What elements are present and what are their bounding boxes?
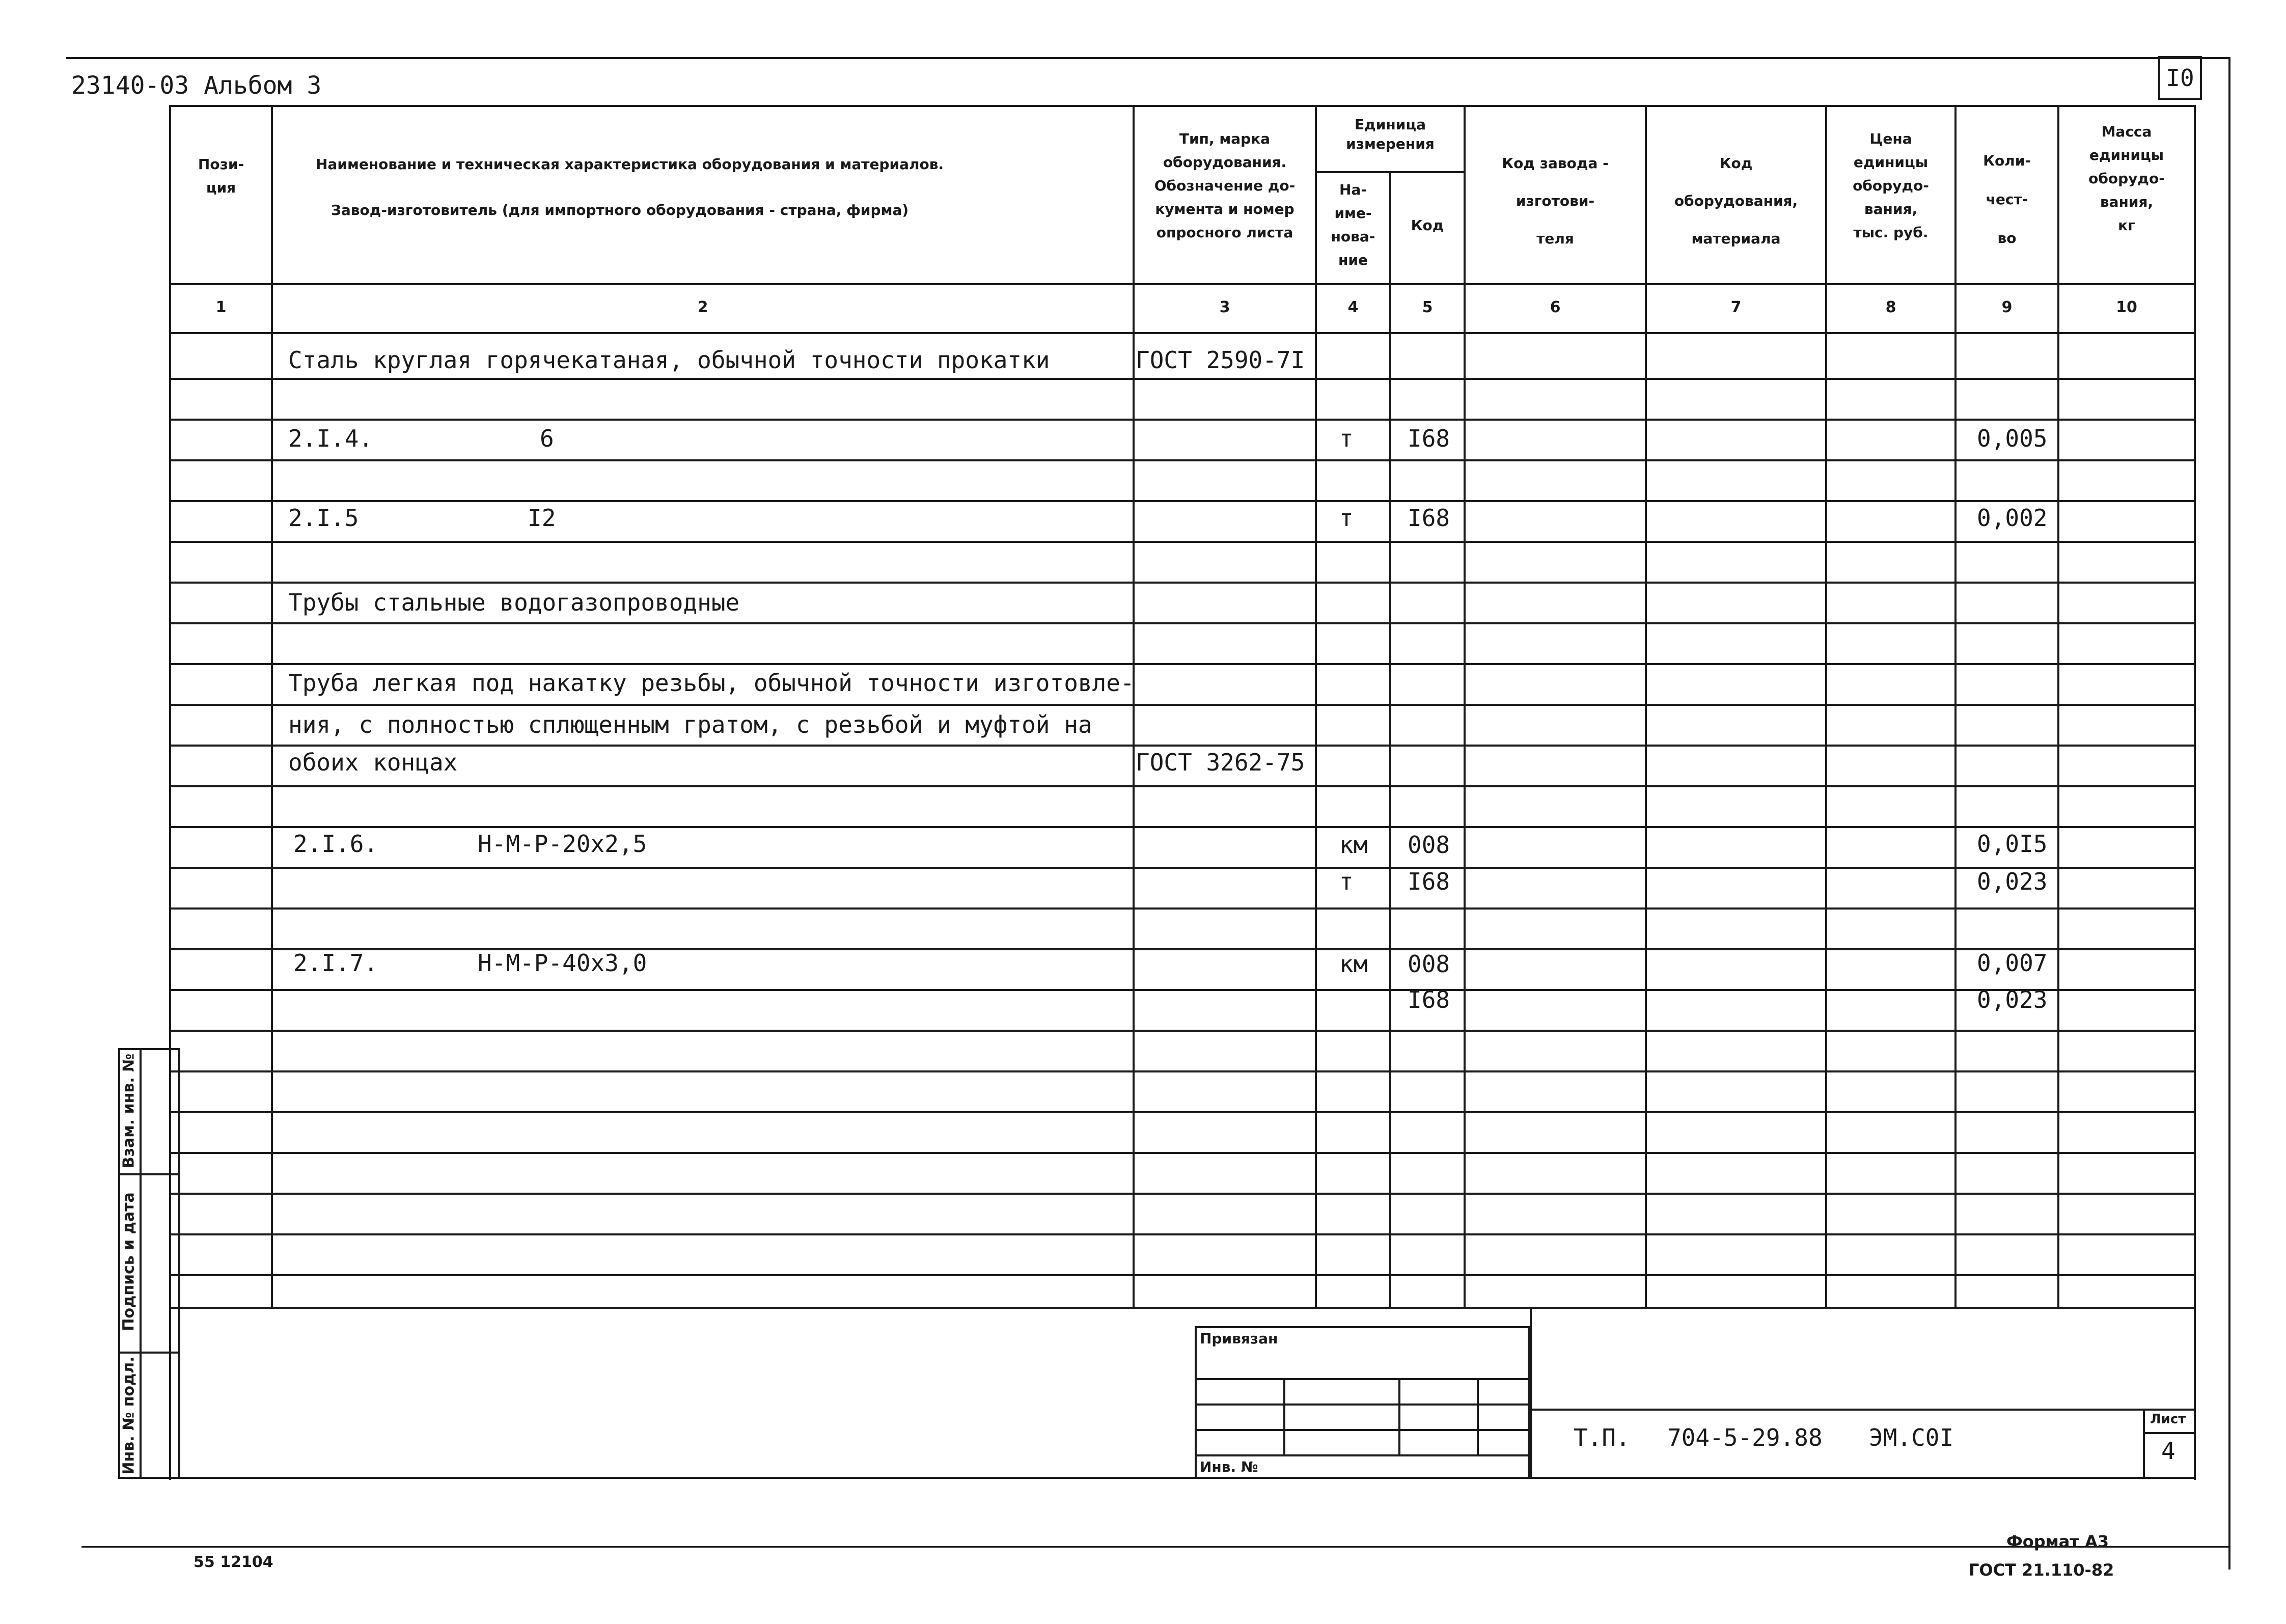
header-name-line2: Завод-изготовитель (для импортного оборудования - страна, фирма) (331, 202, 909, 218)
row-name: обоих концах (288, 749, 458, 776)
col-number-4: 4 (1347, 298, 1359, 316)
header-price: Цена единицы оборудо- вания, тыс. руб. (1853, 130, 1929, 241)
page-number: I0 (2166, 64, 2194, 92)
header-unit-name: На- име- нова- ние (1331, 181, 1375, 268)
row-code: I68 (1408, 986, 1450, 1013)
row-name: ния, с полностью сплющенным гратом, с резьбой и муфтой на (288, 711, 1092, 738)
row-quantity: 0,0I5 (1977, 830, 2048, 858)
row-unit: т (1339, 868, 1354, 895)
col-number-7: 7 (1730, 298, 1742, 316)
row-code: 008 (1408, 831, 1450, 859)
binding-label: Привязан (1200, 1330, 1278, 1347)
drawing-mark: ЭМ.С0I (1869, 1424, 1954, 1451)
row-unit: т (1339, 504, 1354, 532)
row-position: 2.I.5 (288, 504, 359, 532)
row-quantity: 0,002 (1977, 504, 2048, 532)
project-number: 704-5-29.88 (1667, 1424, 1823, 1451)
tp-label: Т.П. (1574, 1424, 1630, 1451)
header-mass: Масса единицы оборудо- вания, кг (2088, 123, 2165, 234)
row-name: Н-М-Р-40х3,0 (478, 949, 647, 977)
row-position: 2.I.4. (288, 425, 373, 452)
row-quantity: 0,005 (1977, 425, 2048, 452)
row-code: 008 (1408, 950, 1450, 978)
row-quantity: 0,023 (1977, 868, 2048, 895)
col-number-2: 2 (697, 298, 708, 316)
side-stamp-inv: Инв. № подл. (120, 1356, 138, 1475)
sheet-label: Лист (2150, 1412, 2186, 1427)
col-number-9: 9 (2001, 298, 2013, 316)
col-number-1: 1 (215, 298, 227, 316)
row-position: 2.I.6. (293, 830, 378, 858)
row-quantity: 0,023 (1977, 986, 2048, 1013)
row-doc: ГОСТ 2590-7I (1136, 346, 1305, 374)
footer-left-code: 55 12104 (194, 1553, 273, 1571)
row-unit: т (1339, 425, 1354, 452)
col-number-3: 3 (1219, 298, 1230, 316)
row-unit: км (1339, 831, 1368, 859)
document-code: 23140-03 Альбом 3 (71, 71, 322, 100)
row-unit: км (1339, 950, 1368, 978)
row-name: Трубы стальные водогазопроводные (288, 589, 740, 616)
side-stamp-vzam: Взам. инв. № (120, 1053, 138, 1169)
header-unit-group: Единица измерения (1346, 116, 1435, 152)
header-name-line1: Наименование и техническая характеристика оборудования и материалов. (316, 156, 944, 173)
gost-label: ГОСТ 21.110-82 (1969, 1560, 2114, 1580)
row-code: I68 (1408, 868, 1450, 895)
row-code: I68 (1408, 425, 1450, 452)
header-type: Тип, марка оборудования. Обозначение до- кумента и номер опросного листа (1154, 130, 1296, 241)
side-stamp-podpis: Подпись и дата (120, 1192, 138, 1331)
row-name: Н-М-Р-20х2,5 (478, 830, 647, 858)
col-number-10: 10 (2116, 298, 2137, 316)
header-position: Пози- ция (198, 156, 244, 196)
header-unit-code: Код (1411, 217, 1444, 234)
format-label: Формат А3 (2006, 1532, 2109, 1551)
row-code: I68 (1408, 504, 1450, 532)
col-number-5: 5 (1422, 298, 1433, 316)
header-plant-code: Код завода - изготови- теля (1502, 155, 1609, 247)
row-doc: ГОСТ 3262-75 (1136, 749, 1305, 776)
row-name: I2 (528, 504, 556, 532)
header-quantity: Коли- чест- во (1983, 152, 2031, 246)
row-position: 2.I.7. (293, 949, 378, 977)
inv-number-label: Инв. № (1200, 1458, 1258, 1475)
col-number-8: 8 (1885, 298, 1896, 316)
sheet-number: 4 (2161, 1437, 2175, 1465)
row-name: 6 (540, 425, 554, 452)
header-equipment-code: Код оборудования, материала (1674, 155, 1798, 247)
row-name: Сталь круглая горячекатаная, обычной точности прокатки (288, 346, 1050, 374)
col-number-6: 6 (1550, 298, 1561, 316)
row-name: Труба легкая под накатку резьбы, обычной точности изготовле- (288, 669, 1135, 697)
row-quantity: 0,007 (1977, 949, 2048, 977)
